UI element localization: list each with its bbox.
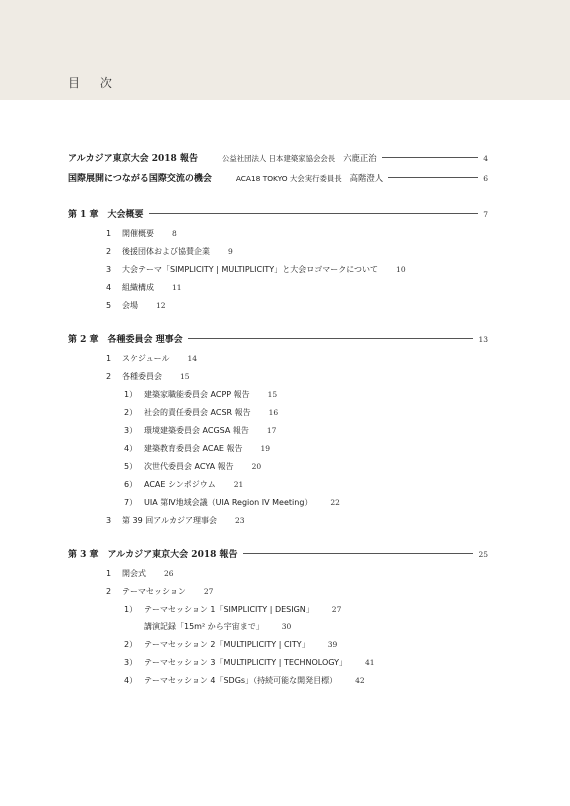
toc-subitem[interactable]	[124, 424, 276, 438]
page-number: 30	[281, 622, 292, 631]
entry-title: 国際展開につながる国際交流の機会	[68, 174, 212, 184]
item-number: 2）	[124, 408, 138, 417]
item-number: 2	[106, 372, 112, 381]
page-number: 39	[327, 640, 338, 649]
item-text: 環境建築委員会 ACGSA 報告	[144, 426, 249, 435]
toc-item[interactable]	[106, 299, 166, 313]
toc-subitem[interactable]	[124, 496, 340, 510]
item-number: 4）	[124, 444, 138, 453]
item-text: テーマセッション	[122, 587, 186, 596]
item-number: 6）	[124, 480, 138, 489]
item-number: 1）	[124, 390, 138, 399]
page-number: 10	[396, 265, 406, 274]
toc-subitem[interactable]	[124, 674, 365, 688]
item-number: 2	[106, 587, 112, 596]
item-text: UIA 第Ⅳ地域会議（UIA Region IV Meeting）	[144, 498, 313, 507]
page-number: 41	[364, 658, 375, 667]
item-number: 1	[106, 354, 112, 363]
item-text: 建築家職能委員会 ACPP 報告	[144, 390, 250, 399]
item-text: 後援団体および協賛企業	[122, 247, 210, 256]
toc-item[interactable]	[106, 514, 245, 528]
page-number: 4	[483, 154, 488, 163]
toc-item[interactable]	[106, 352, 197, 366]
item-number: 1	[106, 229, 112, 238]
page-number: 23	[234, 516, 245, 525]
page-number: 21	[233, 480, 244, 489]
page-number: 26	[164, 569, 174, 578]
toc-subitem[interactable]	[124, 656, 375, 670]
page-number: 14	[187, 354, 198, 363]
toc-subitem[interactable]	[124, 388, 277, 402]
item-text: 各種委員会	[122, 372, 162, 381]
leader-line	[149, 213, 479, 214]
item-text: 講演記録「15m² から宇宙まで」	[144, 622, 264, 631]
item-number: 4）	[124, 676, 138, 685]
toc-subitem[interactable]	[124, 442, 270, 456]
page-title: 目 次	[68, 76, 120, 90]
page-number: 22	[330, 498, 340, 507]
toc-subitem[interactable]	[124, 406, 278, 420]
item-number: 3	[106, 516, 112, 525]
item-number: 7）	[124, 498, 138, 507]
item-text: テーマセッション 3「MULTIPLICITY | TECHNOLOGY」	[144, 658, 347, 667]
toc-item[interactable]	[106, 263, 406, 277]
page-number: 12	[156, 301, 166, 310]
item-text: 開催概要	[122, 229, 154, 238]
item-text: 建築教育委員会 ACAE 報告	[144, 444, 243, 453]
item-number: 3）	[124, 658, 138, 667]
chapter-label: 第 3 章 アルカジア東京大会 2018 報告	[68, 550, 238, 560]
item-text: テーマセッション 4「SDGs」（持続可能な開発目標）	[144, 676, 338, 685]
page-number: 27	[331, 605, 342, 614]
toc-item[interactable]	[106, 585, 213, 599]
item-text: テーマセッション 1「SIMPLICITY | DESIGN」	[144, 605, 314, 614]
page-number: 42	[355, 676, 365, 685]
page-number: 6	[483, 174, 488, 183]
chapter-label: 第 1 章 大会概要	[68, 210, 144, 220]
toc-front-entry[interactable]	[68, 151, 488, 166]
chapter-label: 第 2 章 各種委員会 理事会	[68, 335, 183, 345]
chapter-heading[interactable]	[68, 548, 488, 562]
item-text: 会場	[122, 301, 138, 310]
page-number: 17	[266, 426, 277, 435]
page-number: 16	[268, 408, 279, 417]
item-text: 第 39 回アルカジア理事会	[122, 516, 217, 525]
author-name: 高階澄人	[349, 173, 384, 183]
item-text: 組織構成	[122, 283, 154, 292]
item-text: テーマセッション 2「MULTIPLICITY | CITY」	[144, 640, 310, 649]
item-number: 1	[106, 569, 112, 578]
author-role: ACA18 TOKYO 大会実行委員長	[235, 174, 342, 183]
page-number: 19	[260, 444, 271, 453]
item-text: 次世代委員会 ACYA 報告	[144, 462, 234, 471]
toc-subitem[interactable]	[124, 603, 341, 617]
toc-front-entry[interactable]	[68, 171, 488, 186]
item-number: 3）	[124, 426, 138, 435]
item-number: 4	[106, 283, 112, 292]
item-number: 5	[106, 301, 112, 310]
chapter-heading[interactable]	[68, 333, 488, 347]
leader-line	[188, 338, 474, 339]
page-number: 11	[172, 283, 182, 292]
page-number: 8	[172, 229, 177, 238]
page-number: 25	[478, 550, 488, 559]
item-text: 大会テーマ「SIMPLICITY | MULTIPLICITY」と大会ロゴマークについて	[122, 265, 379, 274]
item-number: 2	[106, 247, 112, 256]
author-role: 公益社団法人 日本建築家協会会長	[221, 154, 336, 163]
page-number: 20	[251, 462, 262, 471]
leader-line	[388, 177, 478, 178]
author-name: 六鹿正治	[343, 153, 377, 163]
item-text: ACAE シンポジウム	[144, 480, 216, 489]
item-number: 1）	[124, 605, 138, 614]
leader-line	[243, 553, 474, 554]
page-number: 15	[267, 390, 278, 399]
toc-subitem[interactable]	[124, 460, 261, 474]
toc-item[interactable]	[106, 281, 182, 295]
item-number: 3	[106, 265, 112, 274]
entry-title: アルカジア東京大会 2018 報告	[68, 154, 198, 164]
item-text: 開会式	[122, 569, 146, 578]
toc-item[interactable]	[106, 245, 233, 259]
page-number: 27	[203, 587, 214, 596]
item-text: スケジュール	[122, 354, 170, 363]
leader-line	[382, 157, 479, 158]
page-number: 15	[180, 372, 190, 381]
toc-subitem[interactable]	[124, 478, 243, 492]
page-number: 9	[228, 247, 233, 256]
chapter-heading[interactable]	[68, 208, 488, 222]
toc-item[interactable]	[106, 227, 177, 241]
page-number: 7	[483, 210, 488, 219]
toc-subitem[interactable]	[124, 638, 337, 652]
item-number: 2）	[124, 640, 138, 649]
toc-item[interactable]	[106, 567, 174, 581]
item-number: 5）	[124, 462, 138, 471]
item-text: 社会的責任委員会 ACSR 報告	[144, 408, 251, 417]
toc-item[interactable]	[106, 370, 190, 384]
page-number: 13	[478, 335, 488, 344]
toc-subitem[interactable]	[124, 620, 291, 634]
